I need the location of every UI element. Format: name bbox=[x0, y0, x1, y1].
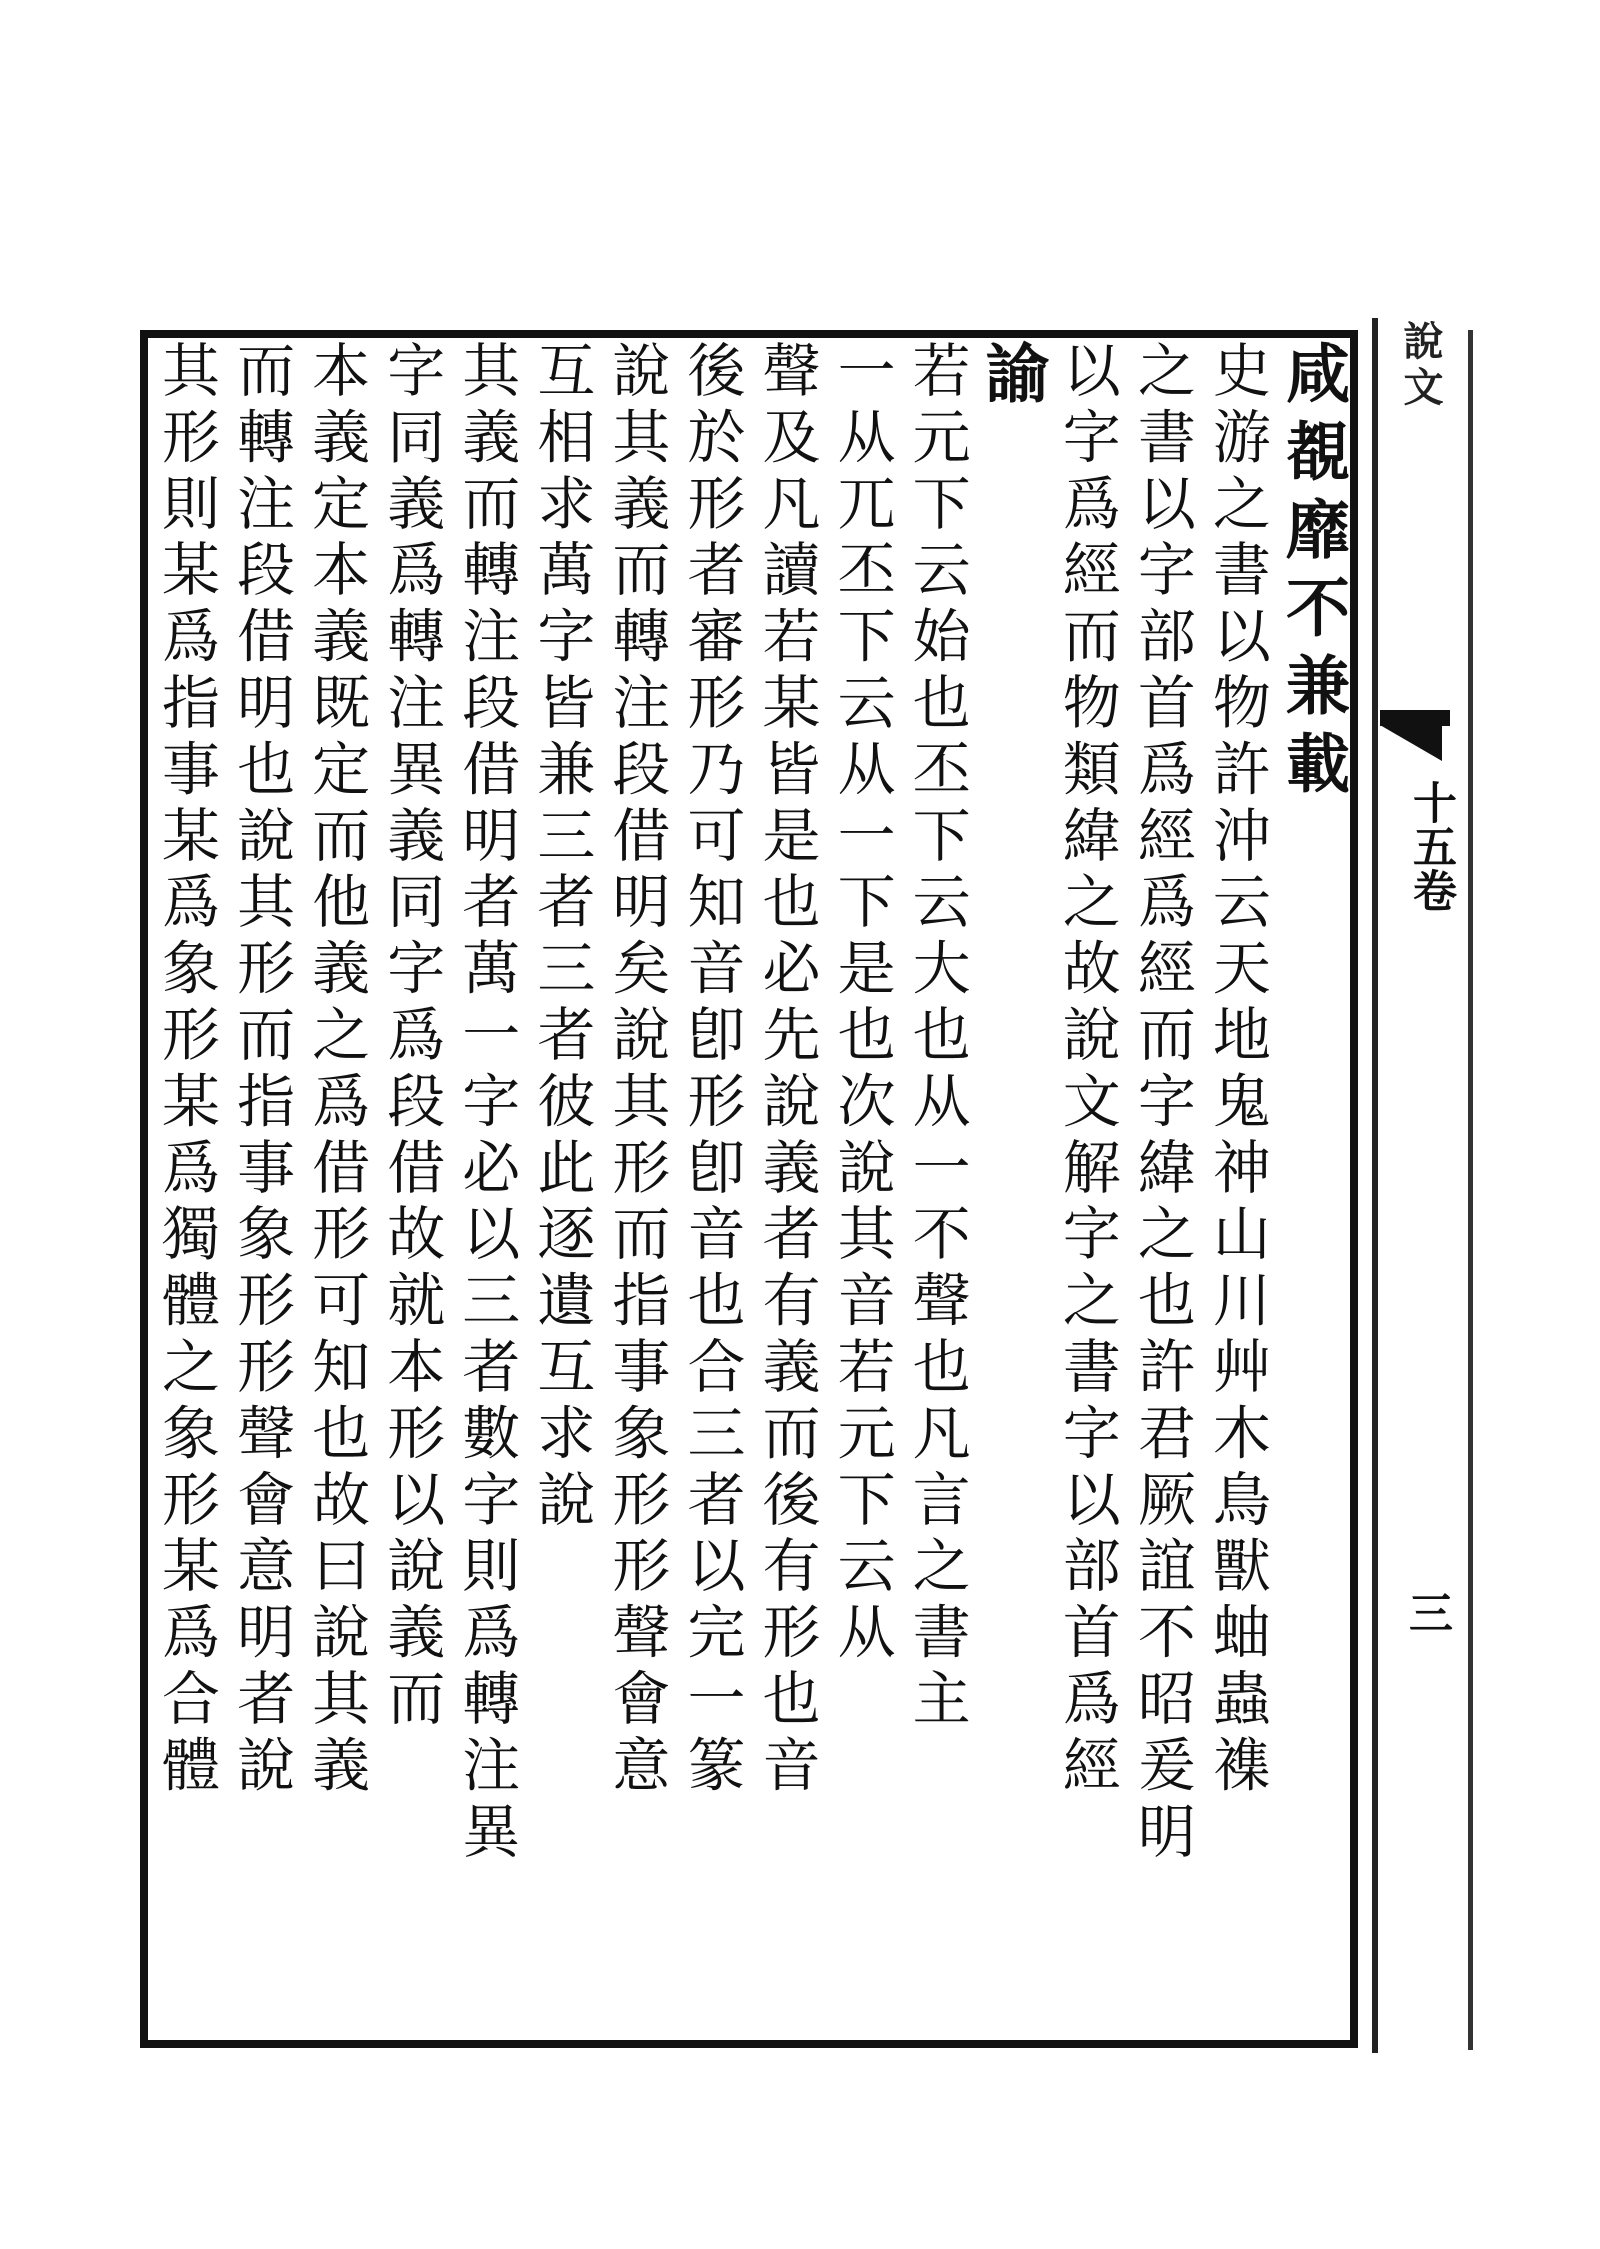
column-text: 其形則某爲指事某爲象形某爲獨體之象形某爲合體 bbox=[152, 340, 220, 1801]
text-column bbox=[827, 340, 896, 2040]
fish-tail-mark bbox=[1380, 725, 1442, 761]
margin-rule bbox=[1372, 318, 1378, 2053]
text-column bbox=[527, 340, 596, 2040]
text-column bbox=[1052, 340, 1121, 2040]
text-column bbox=[602, 340, 671, 2040]
column-text: 字同義爲轉注異義同字爲段借故就本形以說義而 bbox=[377, 340, 446, 1735]
margin-page-number: 三 bbox=[1401, 1590, 1452, 1634]
margin-juan: 十五卷 bbox=[1405, 780, 1456, 912]
text-column bbox=[677, 340, 746, 2040]
column-text: 後於形者審形乃可知音卽形卽音也合三者以完一篆 bbox=[677, 340, 746, 1801]
column-text: 聲及凡讀若某皆是也必先說義者有義而後有形也音 bbox=[752, 340, 821, 1801]
column-text: 一从兀丕下云从一下是也次說其音若元下云从 bbox=[827, 340, 896, 1668]
text-column bbox=[452, 340, 521, 2040]
column-text: 互相求萬字皆兼三者三者彼此逐遺互求說 bbox=[527, 340, 596, 1536]
column-text: 咸覩靡不兼載 bbox=[1274, 340, 1350, 808]
column-text: 史游之書以物許沖云天地鬼神山川艸木鳥獸蚰蟲襍 bbox=[1202, 340, 1271, 1801]
text-column bbox=[1127, 340, 1196, 2040]
text-column bbox=[1274, 340, 1350, 2040]
column-text: 而轉注段借明也說其形而指事象形形聲會意明者說 bbox=[227, 340, 296, 1801]
text-column bbox=[1202, 340, 1271, 2040]
text-column bbox=[302, 340, 371, 2040]
page-edge-rule bbox=[1468, 330, 1473, 2050]
text-column bbox=[974, 340, 1050, 2040]
text-column bbox=[154, 340, 218, 2040]
column-text: 之書以字部首爲經爲經而字緯之也許君厥誼不昭爰明 bbox=[1127, 340, 1196, 1868]
column-text: 本義定本義既定而他義之爲借形可知也故曰說其義 bbox=[302, 340, 371, 1801]
text-column bbox=[902, 340, 971, 2040]
fish-tail-mark bbox=[1380, 710, 1450, 726]
column-text: 諭 bbox=[974, 340, 1050, 410]
column-text: 說其義而轉注段借明矣說其形而指事象形形聲會意 bbox=[602, 340, 671, 1801]
text-column bbox=[377, 340, 446, 2040]
column-text: 以字爲經而物類緯之故說文解字之書字以部首爲經 bbox=[1052, 340, 1121, 1801]
margin-title: 說文 bbox=[1397, 320, 1444, 412]
column-text: 其義而轉注段借明者萬一字必以三者數字則爲轉注異 bbox=[452, 340, 521, 1868]
text-columns bbox=[140, 340, 1358, 2040]
text-column bbox=[227, 340, 296, 2040]
text-column bbox=[752, 340, 821, 2040]
column-text: 若元下云始也丕下云大也从一不聲也凡言之書主 bbox=[902, 340, 971, 1735]
